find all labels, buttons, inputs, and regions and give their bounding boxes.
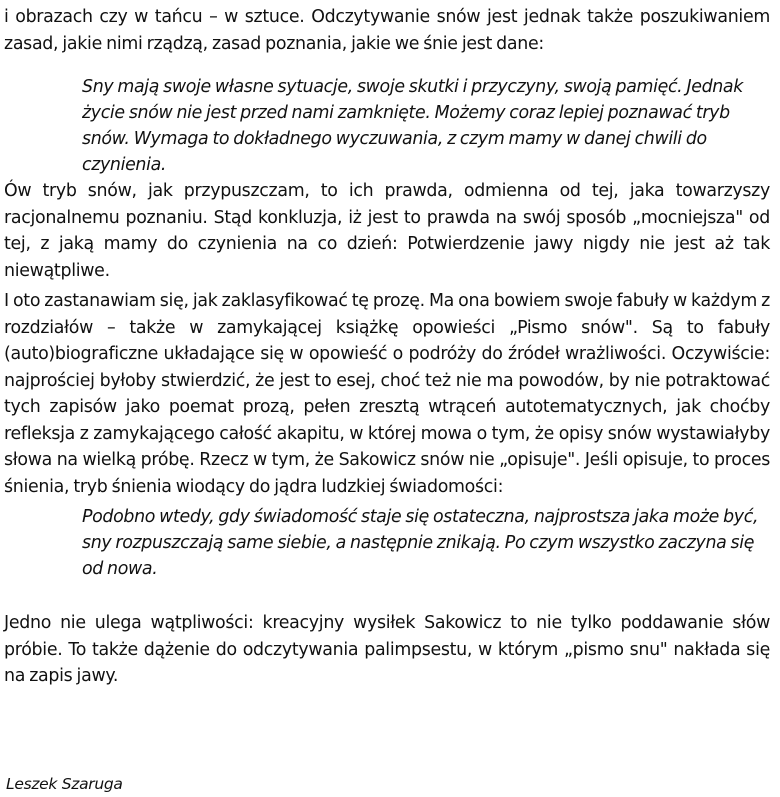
paragraph-prose-classification: I oto zastanawiam się, jak zaklasyfikować tę prozę. Ma ona bowiem swoje fabuły w każdym z rozdziałów – także w zamykającej książkę opowieści „Pismo snów". Są to fabuły (auto)biograficzne układające się w opowieść o podróży do źródeł wrażliwości. Oczywiście: najprościej byłoby stwierdzić, że jest to esej, choć też nie ma powodów, by nie potraktować tych zapisów jako poemat prozą, pełen zresztą wtrąceń autotematycznych, jak choćby refleksja z zamykającego całość akapitu, w której mowa o tym, że opisy snów wystawiałyby słowa na wielką próbę. Rzecz w tym, że Sakowicz snów nie „opisuje". Jeśli opisuje, to proces śnienia, tryb śnienia wiodący do jądra ludzkiej świadomości: — [4, 291, 770, 497]
quote-dreams-situations: Sny mają swoje własne sytuacje, swoje skutki i przyczyny, swoją pamięć. Jednak życie snów nie jest przed nami zamknięte. Możemy coraz lepiej poznawać tryb snów. Wymaga to dokładnego wyczuwania, z czym mamy w danej chwili do czynienia. — [82, 77, 743, 175]
quote-consciousness: Podobno wtedy, gdy świadomość staje się ostateczna, najprostsza jaka może być, sny rozpuszczają same siebie, a następnie znikają. Po czym wszystko zaczyna się od nowa. — [82, 507, 759, 579]
paragraph-palimpsest: Jedno nie ulega wątpliwości: kreacyjny wysiłek Sakowicz to nie tylko poddawanie słów próbie. To także dążenie do odczytywania palimpsestu, w którym „pismo snu" nakłada się na zapis jawy. — [4, 613, 770, 686]
paragraph-dream-truth: Ów tryb snów, jak przypuszczam, to ich prawda, odmienna od tej, jaka towarzyszy racjonalnemu poznaniu. Stąd konkluzja, iż jest to prawda na swój sposób „mocniejsza" od tej, z jaką mamy do czynienia na co dzień: Potwierdzenie jawy nigdy nie jest aż tak niewątpliwe. — [4, 181, 770, 281]
author-signature: Leszek Szaruga — [6, 775, 123, 793]
intro-paragraph: i obrazach czy w tańcu – w sztuce. Odczytywanie snów jest jednak także poszukiwaniem zasad, jakie nimi rządzą, zasad poznania, jakie we śnie jest dane: — [4, 7, 770, 54]
